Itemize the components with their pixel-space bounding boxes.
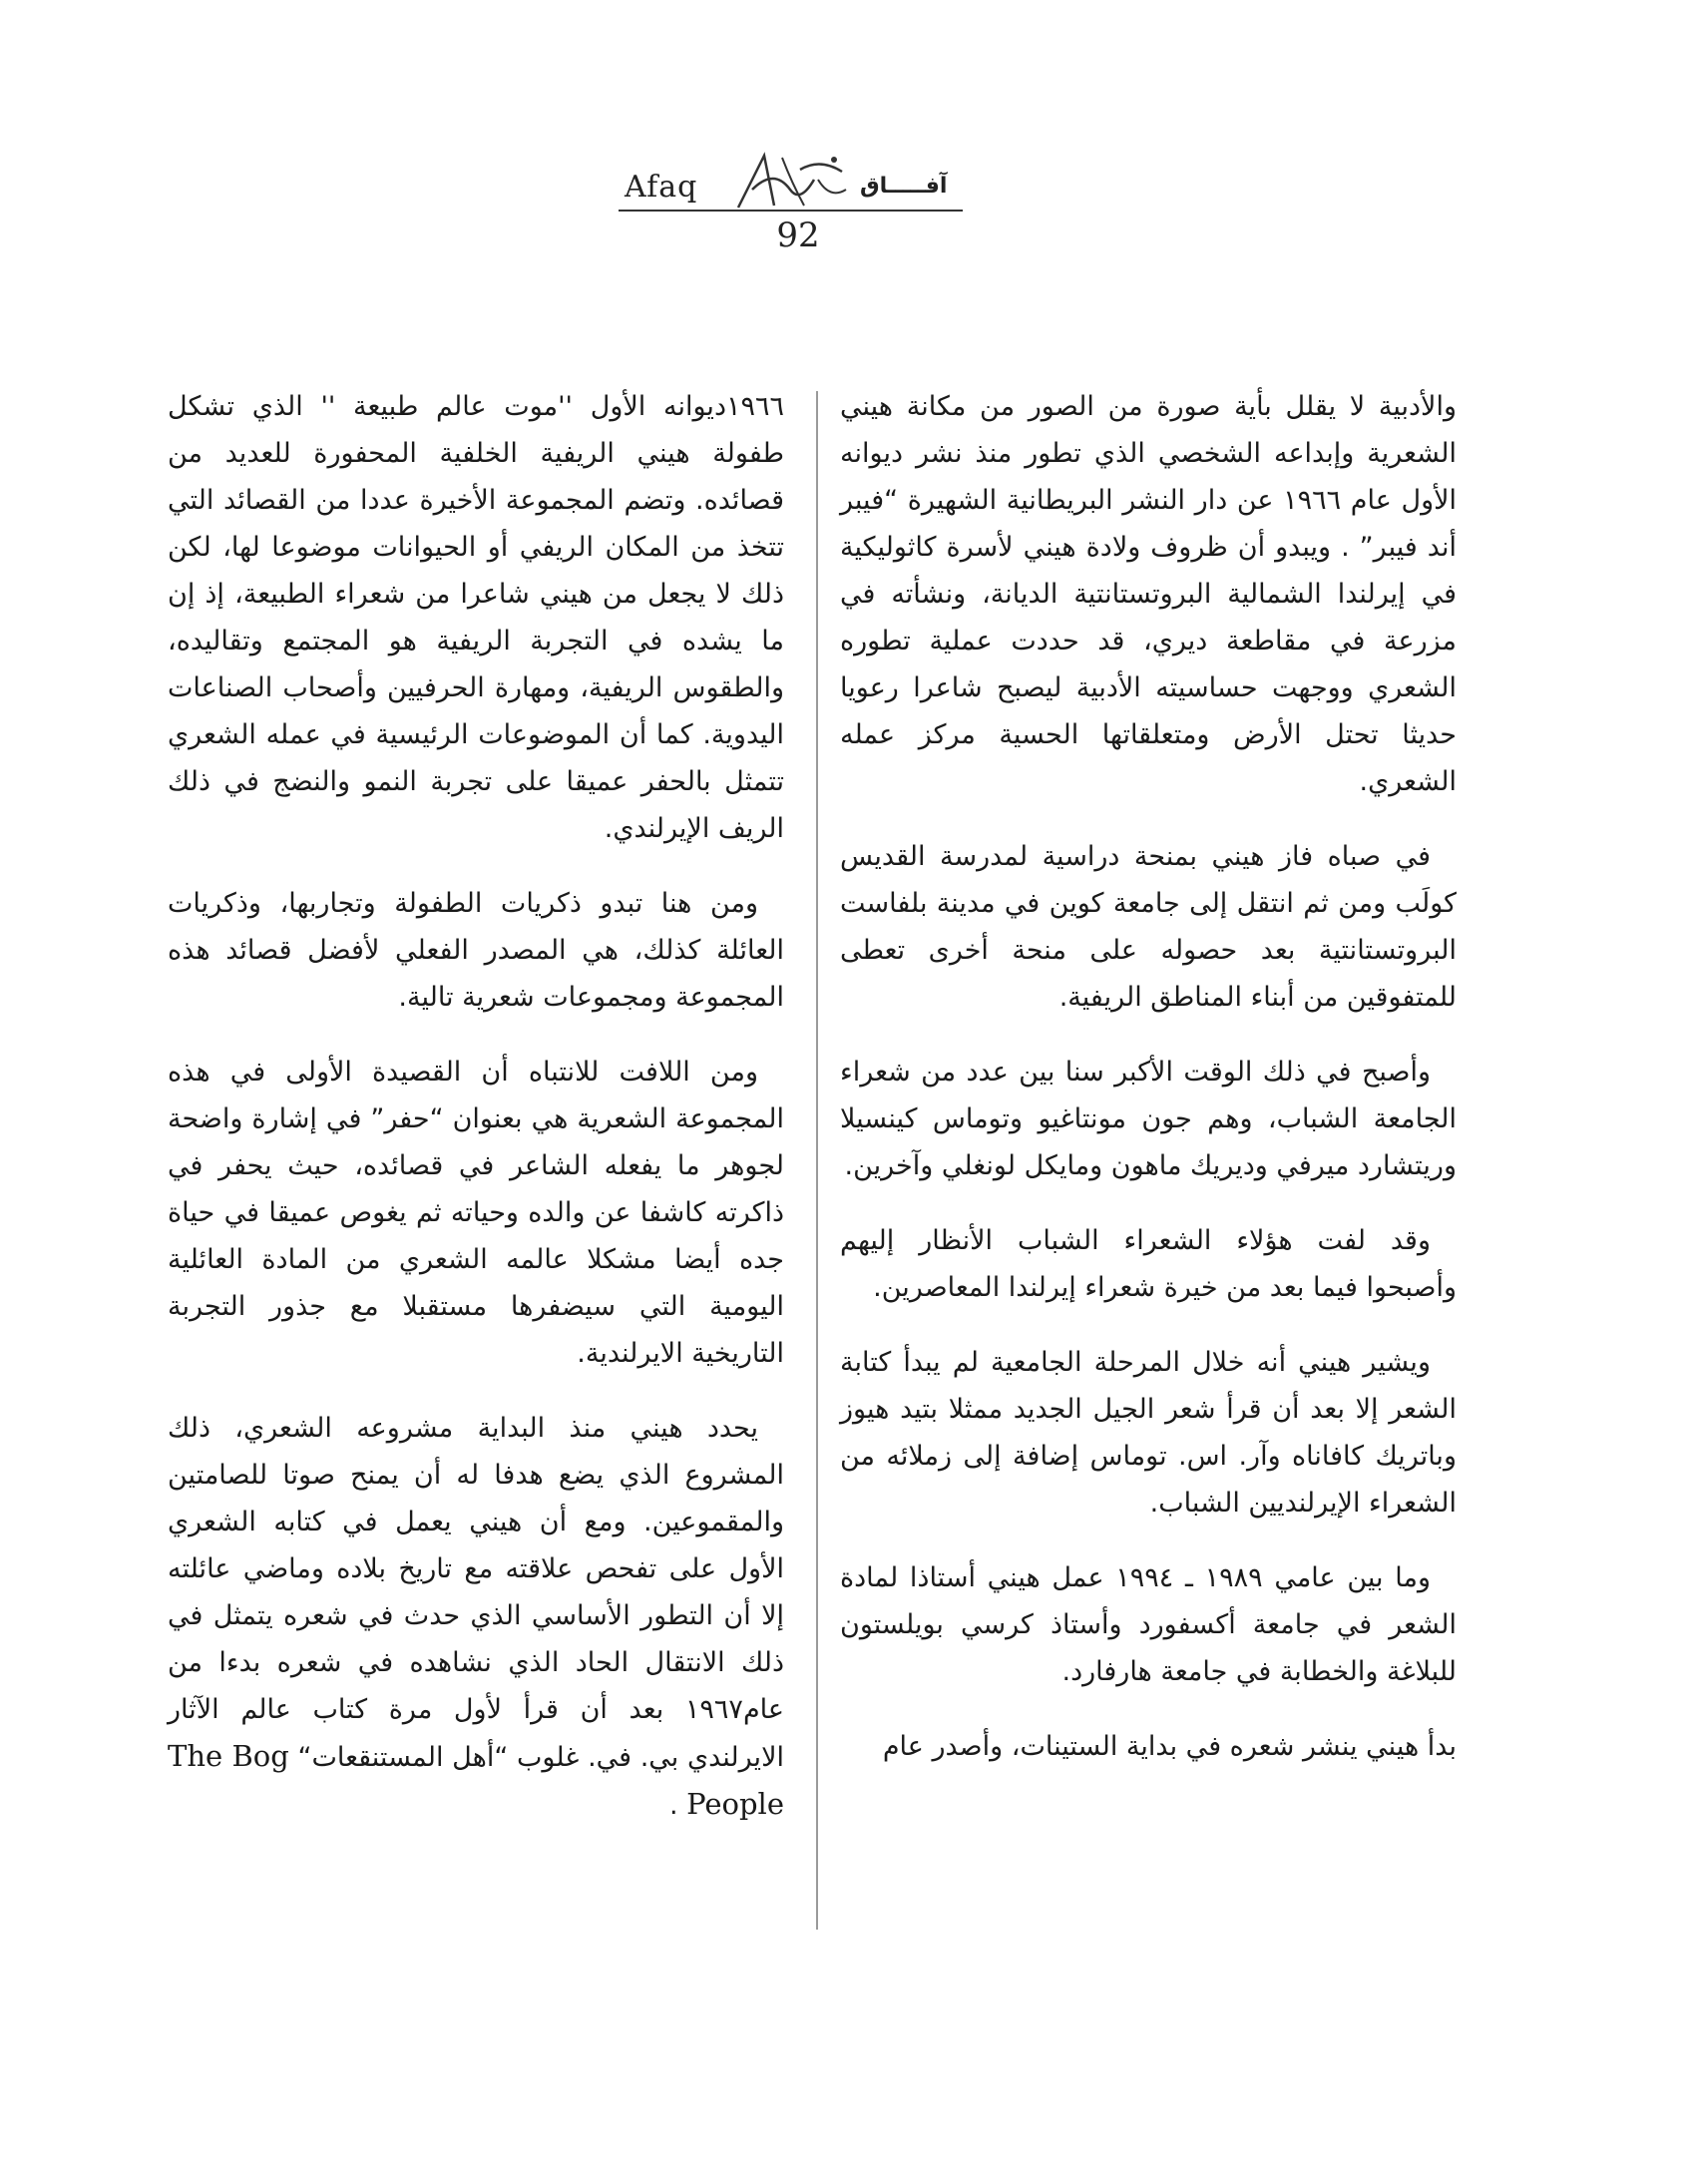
paragraph: بدأ هيني ينشر شعره في بداية الستينات، وأصدر عام [882, 1731, 1457, 1762]
masthead [599, 150, 998, 259]
column-divider [816, 391, 818, 1930]
header-rule [619, 210, 963, 212]
paragraph: ومن اللافت للانتباه أن القصيدة الأولى في هذه المجموعة الشعرية هي بعنوان “حفر” في إشارة واضحة لجوهر ما يفعله الشاعر في قصائده، حيث يحفر في ذاكرته كاشفا عن والده وحياته ثم يغوص عميقا في حياة جده أيضا مشكلا عالمه الشعري من المادة العائلية اليومية التي سيضفرها مستقبلا مع جذور التجربة التاريخية الايرلندية. [168, 1057, 784, 1369]
paragraph: وما بين عامي ١٩٨٩ ـ ١٩٩٤ عمل هيني أستاذا لمادة الشعر في جامعة أكسفورد وأستاذ كرسي بويلستون للبلاغة والخطابة في جامعة هارفارد. [840, 1562, 1457, 1687]
paragraph: ويشير هيني أنه خلال المرحلة الجامعية لم يبدأ كتابة الشعر إلا بعد أن قرأ شعر الجيل الجديد ممثلا بتيد هيوز وباتريك كافاناه وآر. اس. توماس إضافة إلى زملائه من الشعراء الإيرلنديين الشباب. [840, 1347, 1457, 1519]
paragraph: وقد لفت هؤلاء الشعراء الشباب الأنظار إليهم وأصبحوا فيما بعد من خيرة شعراء إيرلندا المعاصرين. [840, 1225, 1457, 1303]
paragraph: والأدبية لا يقلل بأية صورة من الصور من مكانة هيني الشعرية وإبداعه الشخصي الذي تطور منذ نشر ديوانه الأول عام ١٩٦٦ عن دار النشر البريطانية الشهيرة “فيبر أند فيبر” . ويبدو أن ظروف ولادة هيني لأسرة كاثوليكية في إيرلندا الشمالية البروتستانتية الديانة، ونشأته في مزرعة في مقاطعة ديري، قد حددت عملية تطوره الشعري ووجهت حساسيته الأدبية ليصبح شاعرا رعويا حديثا تحتل الأرض ومتعلقاتها الحسية مركز عمله الشعري. [840, 391, 1458, 797]
magazine-name-arabic: آفـــــاق [860, 174, 948, 199]
paragraph: ١٩٦٦ديوانه الأول ''موت عالم طبيعة '' الذي تشكل طفولة هيني الريفية الخلفية المحفورة للعديد من قصائده. وتضم المجموعة الأخيرة عددا من القصائد التي تتخذ من المكان الريفي أو الحيوانات موضوعا لها، لكن ذلك لا يجعل من هيني شاعرا من شعراء الطبيعة، إذ إن ما يشده في التجربة الريفية هو المجتمع وتقاليده، والطقوس الريفية، ومهارة الحرفيين وأصحاب الصناعات اليدوية. كما أن الموضوعات الرئيسية في عمله الشعري تتمثل بالحفر عميقا على تجربة النمو والنضج في ذلك الريف الإيرلندي. [168, 391, 784, 844]
book-title: The Bog People [168, 1739, 784, 1821]
paragraph-end: . [668, 1790, 687, 1821]
afaq-calligraphy-logo-icon [730, 150, 850, 214]
page-number: 92 [776, 216, 820, 255]
right-column [840, 383, 1457, 1798]
paragraph: وأصبح في ذلك الوقت الأكبر سنا بين عدد من شعراء الجامعة الشباب، وهم جون مونتاغيو وتوماس كينسيلا وريتشارد ميرفي وديريك ماهون ومايكل لونغلي وآخرين. [840, 1057, 1457, 1181]
paragraph [168, 1405, 784, 1829]
paragraph-text: يحدد هيني منذ البداية مشروعه الشعري، ذلك المشروع الذي يضع هدفا له أن يمنح صوتا للصامتين والمقموعين. ومع أن هيني يعمل في كتابه الشعري الأول على تفحص علاقته مع تاريخ بلاده وماضي عائلته إلا أن التطور الأساسي الذي حدث في شعره يتمثل في ذلك الانتقال الحاد الذي نشاهده في شعره بدءا من عام١٩٦٧ بعد أن قرأ لأول مرة كتاب عالم الآثار الايرلندي بي. في. غلوب “أهل المستنقعات“ [168, 1413, 784, 1773]
paragraph: في صباه فاز هيني بمنحة دراسية لمدرسة القديس كولَب ومن ثم انتقل إلى جامعة كوين في مدينة بلفاست البروتستانتية بعد حصوله على منحة أخرى تعطى للمتفوقين من أبناء المناطق الريفية. [840, 841, 1457, 1013]
paragraph: ومن هنا تبدو ذكريات الطفولة وتجاربها، وذكريات العائلة كذلك، هي المصدر الفعلي لأفضل قصائد هذه المجموعة ومجموعات شعرية تالية. [168, 888, 784, 1013]
left-column [168, 383, 784, 1857]
magazine-name-latin: Afaq [625, 170, 698, 205]
